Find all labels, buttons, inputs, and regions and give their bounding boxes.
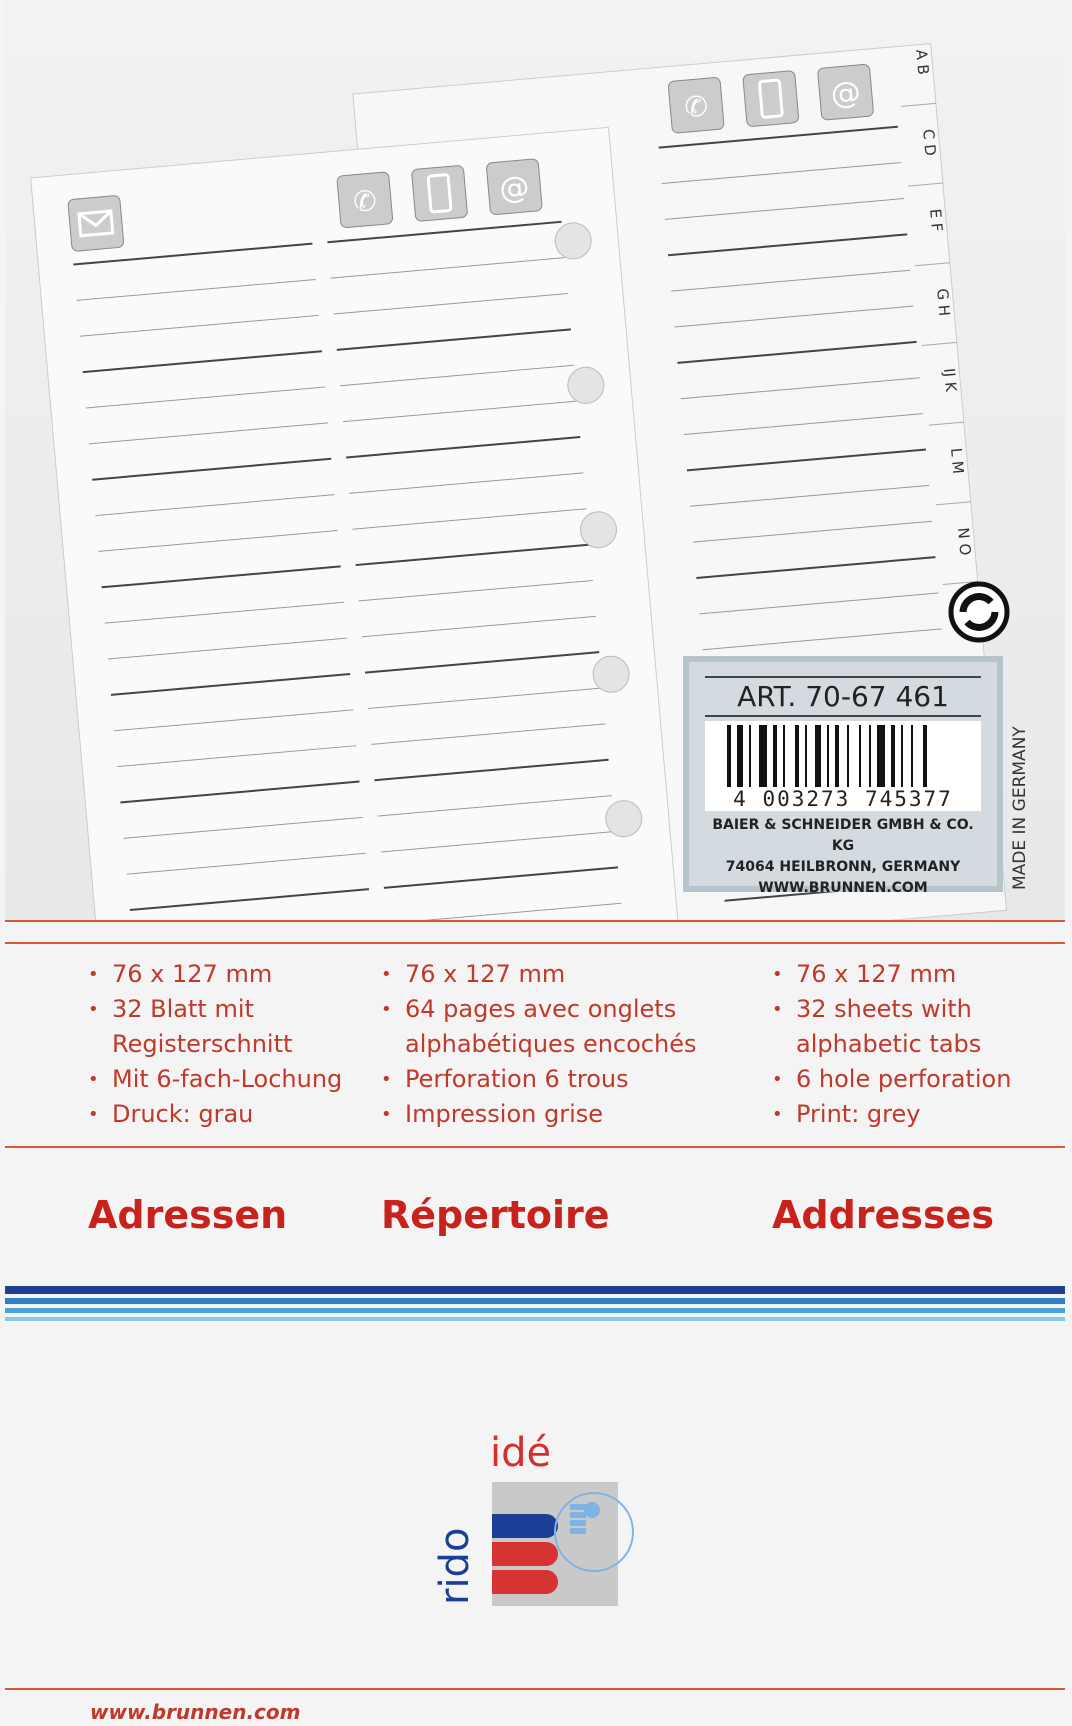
barcode-bar [891, 725, 895, 795]
alphabet-tab: G H [933, 287, 954, 317]
stripe [5, 1298, 1065, 1304]
feature-item: • 76 x 127 mm [381, 957, 701, 992]
barcode-bar [835, 725, 839, 795]
stripe [5, 1286, 1065, 1294]
barcode [705, 721, 981, 811]
recycle-icon [951, 584, 1007, 640]
footer-url[interactable]: www.brunnen.com [90, 1700, 301, 1724]
rido-wordmark: rido [432, 1527, 478, 1605]
company-website: WWW.BRUNNEN.COM [758, 880, 928, 896]
logo-box [492, 1482, 618, 1606]
company-name: BAIER & SCHNEIDER GMBH & CO. KG [712, 817, 974, 854]
feature-item: • 32 sheets with alphabetic tabs [772, 992, 1022, 1062]
barcode-bar [773, 725, 777, 795]
features-fr [381, 957, 701, 1132]
article-label [683, 656, 1003, 896]
svg-text:✆: ✆ [683, 89, 710, 125]
made-in-label: MADE IN GERMANY [1010, 726, 1030, 890]
ide-wordmark: idé [490, 1430, 552, 1476]
feature-item: • 76 x 127 mm [772, 957, 1022, 992]
mobile-icon [411, 165, 467, 221]
alphabet-tab: IJ K [940, 367, 961, 393]
svg-text:✆: ✆ [351, 183, 379, 219]
barcode-bar [783, 725, 785, 795]
feature-item: • Mit 6-fach-Lochung [88, 1062, 358, 1097]
barcode-bar [815, 725, 821, 795]
alphabet-tab: E F [926, 208, 947, 233]
barcode-number: 4 003273 745377 [705, 787, 981, 811]
alphabet-tab: N O [954, 526, 975, 557]
barcode-bar [847, 725, 849, 795]
alphabet-tab: L M [947, 447, 968, 475]
divider [5, 1146, 1065, 1148]
barcode-bar [749, 725, 751, 795]
feature-item: • 76 x 127 mm [88, 957, 358, 992]
envelope-icon [68, 195, 124, 251]
heading-fr: Répertoire [381, 1193, 610, 1237]
divider [5, 942, 1065, 944]
alphabet-tab: A B [912, 48, 933, 76]
heading-de: Adressen [88, 1193, 288, 1237]
barcode-bar [827, 725, 829, 795]
stripe [5, 1317, 1065, 1321]
barcode-bar [737, 725, 743, 795]
heading-en: Addresses [772, 1193, 994, 1237]
stripe [5, 1308, 1065, 1313]
features-de [88, 957, 358, 1132]
svg-text:@: @ [497, 169, 531, 208]
barcode-bar [923, 725, 927, 795]
barcode-bar [911, 725, 913, 795]
feature-item: • Druck: grau [88, 1097, 358, 1132]
barcode-bar [901, 725, 903, 795]
svg-text:@: @ [829, 74, 863, 113]
barcode-bar [869, 725, 871, 795]
barcode-bar [805, 725, 807, 795]
feature-item: • Print: grey [772, 1097, 1022, 1132]
features-en [772, 957, 1022, 1132]
feature-item: • Impression grise [381, 1097, 701, 1132]
divider [5, 920, 1065, 922]
alphabet-tab: C D [919, 128, 940, 157]
company-address: 74064 HEILBRONN, GERMANY [725, 859, 961, 875]
barcode-bar [727, 725, 731, 795]
article-number: ART. 70-67 461 [705, 676, 981, 717]
mobile-icon [743, 71, 799, 127]
feature-item: • Perforation 6 trous [381, 1062, 701, 1097]
rido-ide-logo [432, 1430, 630, 1610]
feature-item: • 32 Blatt mit Registerschnitt [88, 992, 358, 1062]
barcode-bar [759, 725, 767, 795]
barcode-bar [859, 725, 861, 795]
barcode-bar [877, 725, 885, 795]
barcode-bar [795, 725, 799, 795]
divider [5, 1688, 1065, 1690]
feature-item: • 6 hole perforation [772, 1062, 1022, 1097]
feature-item: • 64 pages avec onglets alphabétiques encochés [381, 992, 701, 1062]
